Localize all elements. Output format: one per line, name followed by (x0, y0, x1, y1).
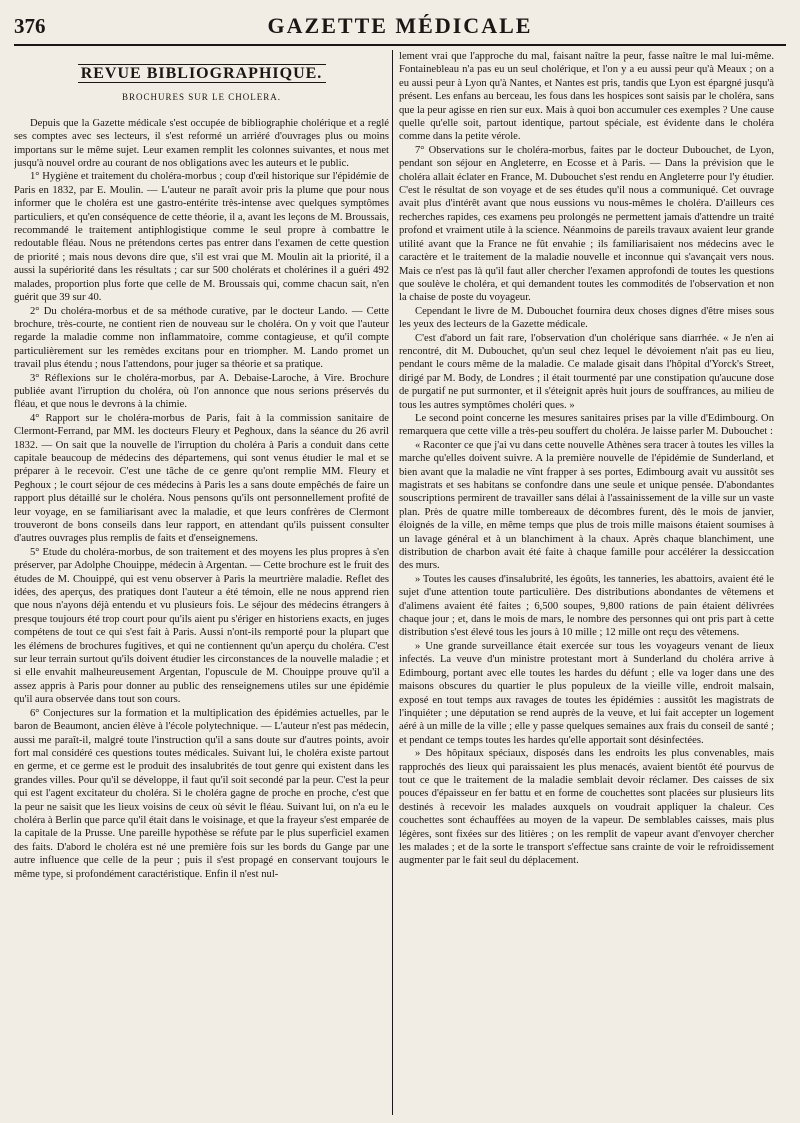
right-column (399, 50, 774, 1118)
paragraph: Cependant le livre de M. Dubouchet fournira deux choses dignes d'être mises sous les yeux des lecteurs de la Gazette médicale. (399, 305, 774, 331)
paragraph: 3° Réflexions sur le choléra-morbus, par A. Debaise-Laroche, à Vire. Brochure publiée avant l'irruption du choléra, où l'on annonce que nous serions préservés du fléau, et que nous le devrons à la chimie. (14, 372, 389, 411)
paragraph: » Toutes les causes d'insalubrité, les égoûts, les tanneries, les abattoirs, avaient été le sujet d'une attention toute particulière. Des distributions abondantes de vêtemens et d'alimens avaient été faites ; 6,500 soupes, 9,800 rations de pain étaient délivrées chaque jour ; et, dans le mois de mars, le nombre des personnes qui ont pris part à cette distribution s'est élevé tous les jours à 10 mille ; 12 mille ont reçu des vêtemens. (399, 573, 774, 639)
paragraph: C'est d'abord un fait rare, l'observation d'un cholérique sans diarrhée. « Je n'en ai rencontré, dit M. Dubouchet, qu'un seul chez lequel le dévoiement n'ait pas eu lieu, pendant le cours même de la maladie. Ce malade gisait dans l'hôpital d'Yorck's Street, dirigé par M. Body, de Londres ; il était tourmenté par une constipation qu'aucune dose de purgatif ne put surmonter, et il s'éteignit après huit jours de souffrances, au milieu de tous les autres symptômes choléri ques. » (399, 332, 774, 411)
page-header (14, 8, 786, 46)
left-column (14, 50, 389, 1118)
paragraph: lement vrai que l'approche du mal, faisant naître la peur, fasse naître le mal lui-même. Fontainebleau n'a pas eu un seul cholérique, et l'on y a eu aussi peur qu'à Meaux ; on a eu aussi peur à Lyon qu'à Nantes, et Nantes est pris, tandis que Lyon est épargné jusqu'à présent. Les enfans au berceau, les fous dans les hospices sont saisis par le choléra, sans que la peur agisse en rien sur eux. Mais à quoi bon accumuler ces exemples ? Une cause quelle qu'elle soit, partout identique, partout spéciale, est évidente dans le choléra comme dans la petite vérole. (399, 51, 774, 143)
paragraph: 2° Du choléra-morbus et de sa méthode curative, par le docteur Lando. — Cette brochure, très-courte, ne contient rien de nouveau sur le choléra. On y voit que l'auteur regarde la maladie comme non inflammatoire, comme contagieuse, et qu'il compte particulièrement sur les remèdes excitans pour en triompher. M. Lando promet un travail plus étendu ; nous l'attendons, pour juger sa théorie et sa pratique. (14, 305, 389, 371)
section-title-box (78, 64, 326, 83)
paragraph: » Des hôpitaux spéciaux, disposés dans les endroits les plus convenables, mais rapprochés des lieux qui paraissaient les plus menacés, avaient bientôt été pourvus de tout ce que le traitement de la maladie semblait devoir réclamer. Des caisses de six pouces d'épaisseur en fer battu et en forme de couchettes sont placées sur plusieurs lits destinés à recevoir les malades auxquels on voudrait appliquer la chaleur. Ces couchettes sont échauffées au moyen de la vapeur. De semblables caisses, mais plus légères, sont fixées sur des litières ; on les remplit de vapeur avant d'envoyer chercher les malades ; et de la sorte le transport s'effectue sans crainte de voir le refroidissement augmenter par le fait seul du déplacement. (399, 748, 774, 867)
section-subtitle: BROCHURES SUR LE CHOLERA. (121, 92, 281, 103)
column-divider (392, 50, 393, 1115)
paragraph: Le second point concerne les mesures sanitaires prises par la ville d'Edimbourg. On remarquera que cette ville a très-peu souffert du choléra. Je laisse parler M. Dubouchet : (399, 412, 774, 438)
paragraph: 6° Conjectures sur la formation et la multiplication des épidémies actuelles, par le baron de Beaumont, ancien élève à l'école polytechnique. — L'auteur n'est pas médecin, aussi me paraît-il, malgré toute l'instruction qu'il a sans doute sur d'autres points, avoir fort mal considéré ces questions toutes médicales. Suivant lui, le choléra existe partout en germe, et ce germe est le produit des insalubrités de tout genre qui existent dans les grandes villes. Pour qu'il se développe, il faut qu'il soit secondé par la peur. C'est la peur qui est l'agent excitateur du choléra. Si le choléra gagne de proche en proche, c'est que la peur ne saisit que les lieux voisins de ceux où sévit le fléau. Suivant lui, on n'a eu le choléra à Berlin que parce qu'il était dans le voisinage, et que la frayeur s'est emparée de la capitale de la Prusse. Une pareille hypothèse se réfute par le plus superficiel examen des faits. D'abord le choléra est né une première fois sur les bords du Gange par une autre influence que celle de la peur ; puis il s'est propagé en conservant toujours le même type, si profondément caractéristique. Enfin il n'est nul- (14, 707, 389, 880)
paragraph: Depuis que la Gazette médicale s'est occupée de bibliographie cholérique et a reglé ses comptes avec ses lecteurs, il s'est reformé un arriéré d'ouvrages plus ou moins importans sur le même sujet. Leur examen remplit les colonnes suivantes, et nous met jusqu'à nouvel ordre au courant de nos obligations avec les auteurs et le public. (14, 117, 389, 170)
paragraph: 7° Observations sur le choléra-morbus, faites par le docteur Dubouchet, de Lyon, pendant son séjour en Angleterre, en Ecosse et à Paris. — Dans la prévision que le choléra allait éclater en France, M. Dubouchet s'est rendu en Angleterre pour l'y étudier. C'est le résultat de son voyage et de ses études qu'il nous a communiqué. Cet ouvrage avait plus d'intérêt avant que nous eussions vu nous-mêmes le choléra. D'ailleurs ces recherches rapides, ces examens peu prolongés ne permettent jamais d'attendre un traité profond et vraiment utile à la science. Néanmoins de pareils travaux avaient leur grande utilité avant que la France ne fût envahie ; ils familiarisaient nos médecins avec le caractère et le traitement de la maladie nouvelle et inconnue qui s'avançait vers nous. Mais ce n'est pas là qu'il faut aller chercher l'examen approfondi de toutes les questions que soulève le choléra, et qui demandent toutes les commodités de l'observation et non la chaise de poste du voyageur. (399, 144, 774, 304)
paragraph: 4° Rapport sur le choléra-morbus de Paris, fait à la commission sanitaire de Clermont-Ferrand, par MM. les docteurs Fleury et Peghoux, dans la séance du 26 avril 1832. — On sait que la nouvelle de l'irruption du choléra à Paris a conduit dans cette capitale beaucoup de médecins des départemens, qui sont venus étudier le mal et se préparer à le recevoir. C'est une tâche de ce genre qu'ont remplie MM. Fleury et Peghoux ; le court séjour de ces médecins à Paris les a sans doute empêchés de faire un rapport plus détaillé sur le choléra. Nous pensons qu'ils ont personnellement profité de leur voyage, en se familiarisant avec la maladie, et que leurs confrères de Clermont trouveront de bons conseils dans leur rapport, en attendant qu'ils puissent consulter d'autres ouvrages plus remplis de faits et d'enseignemens. (14, 412, 389, 545)
journal-title: GAZETTE MÉDICALE (267, 13, 533, 38)
paragraph: « Raconter ce que j'ai vu dans cette nouvelle Athènes sera tracer à toutes les villes la marche qu'elles doivent suivre. A la première nouvelle de l'épidémie de Sunderland, et bien avant que la maladie ne vînt frapper à ses portes, Edimbourg avait vu aussitôt ses magistrats et ses habitans se confondre dans une seule et unique pensée. D'abondantes souscriptions permirent de travailler sans délai à l'assainissement de la ville sur un vaste plan. Près de quatre mille tombereaux de décombres furent, dès le mois de janvier, éloignés de la ville, en même temps que plus de trois mille maisons étaient soumises à un lavage général et à un blanchiment à la chaux. Après chaque blanchiment, une distribution de charbon avait été faite à chaque famille pour accélérer la dessiccation des murs. (399, 439, 774, 572)
paragraph: 1° Hygiène et traitement du choléra-morbus ; coup d'œil historique sur l'épidémie de Paris en 1832, par E. Moulin. — L'auteur ne paraît avoir pris la plume que pour nous informer que le choléra est une gastro-entérite très-intense avec quelques symptômes particuliers, et qu'en conséquence de cette théorie, il a, avant les leçons de M. Broussais, recommandé le traitement antiphlogistique comme le seul propre à combattre le redoutable fléau. Nous ne prétendons certes pas entrer dans l'examen de cette question de priorité ; mais nous devons dire que, s'il est vrai que M. Moulin ait la priorité, il a aussi la supériorité dans les résultats ; car sur 500 cholérats et cholérines il a guéri 492 malades, proportion plus forte que celle de M. Broussais qui, comme chacun sait, n'en guérit que 39 sur 40. (14, 171, 389, 304)
paragraph: » Une grande surveillance était exercée sur tous les voyageurs venant de lieux infectés. La veuve d'un ministre protestant mort à Sunderland du choléra arrive à Edimbourg, portant avec elle toutes les hardes du défunt ; elle va loger dans une des maisons obscures du quartier le plus populeux de la vieille ville, endroit malsain, exposé en tout temps aux ravages de toutes les épidémies : aussitôt les magistrats de l'inquiéter ; une députation se rend auprès de la veuve, et lui fait accepter un logement aéré à un mille de la ville ; elle y passe quelques semaines aux frais du conseil de santé ; et pendant ce temps toutes les hardes qu'elle apportait sont désinfectées. (399, 640, 774, 746)
section-title: REVUE BIBLIOGRAPHIQUE. (80, 65, 323, 82)
paragraph: 5° Etude du choléra-morbus, de son traitement et des moyens les plus propres à s'en préserver, par Adolphe Chouippe, médecin à Argentan. — Cette brochure est le fruit des études de M. Chouippé, qui est venu observer à Paris la meurtrière maladie. Reflet des idées, des aperçus, des pratiques dont l'auteur a été témoin, elle ne nous apprend rien que nous n'ayons déjà entendu et vu plusieurs fois. Le séjour des médecins étrangers à presque toujours été trop court pour qu'ils aient pu s'ériger en historiens exacts, en juges compétens de tout ce qui s'est fait à Paris. Aussi n'ont-ils remporté pour la plupart que les élémens de brochures fugitives, et qui ne contiennent qu'un aperçu du choléra. C'est sur leur terrain surtout qu'ils doivent étudier les circonstances de la nouvelle maladie ; et si elle envahit malheureusement Argentan, l'opuscule de M. Chouippe prouve qu'il a assez appris à Paris pour donner au public des renseignemens utiles sur une épidémie qu'il aura observée dans tout son cours. (14, 546, 389, 706)
page-number: 376 (14, 14, 46, 38)
